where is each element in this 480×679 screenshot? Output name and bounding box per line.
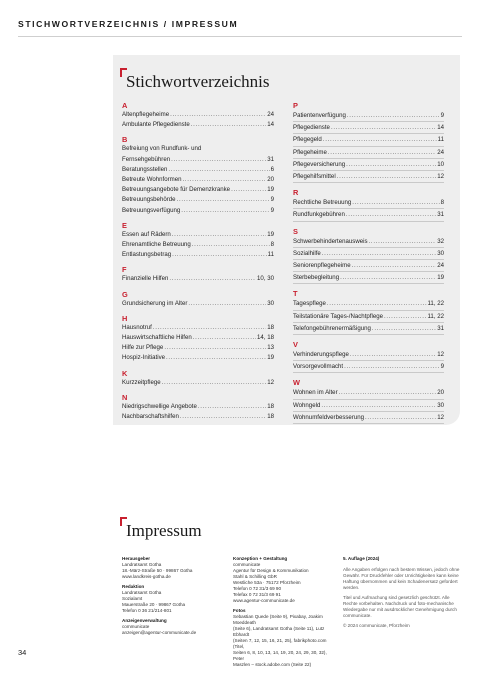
index-entry-page: 10, 30: [257, 275, 274, 283]
leader-dots: [180, 412, 266, 422]
leader-dots: [172, 230, 266, 240]
index-letter: H: [122, 313, 128, 323]
index-entry: [293, 197, 444, 209]
impressum-label: Konzeption + Gestaltung: [233, 556, 288, 561]
index-entry-label: Pflegehilfsmittel: [293, 173, 336, 181]
leader-dots: [169, 274, 256, 284]
index-entry: [293, 323, 444, 335]
index-entry: [122, 185, 274, 195]
index-entry-page: 11: [437, 136, 444, 144]
index-entry-page: 31: [267, 155, 274, 163]
index-letter: S: [293, 226, 298, 236]
index-entry-page: 24: [437, 262, 444, 270]
leader-dots: [369, 236, 437, 247]
index-letter: G: [122, 289, 128, 299]
index-letter: V: [293, 340, 298, 350]
leader-dots: [188, 299, 266, 309]
index-entry: [122, 333, 274, 343]
index-letter: K: [122, 368, 128, 378]
impressum-block: [233, 556, 331, 604]
impressum-line: Stahl & Schilling GbR: [233, 574, 277, 579]
impressum-line: Landratsamt Gotha: [122, 562, 162, 567]
index-entry-label: Betreuungsangebote für Demenzkranke: [122, 186, 231, 194]
index-entry-page: 13: [267, 344, 274, 352]
index-entry: [293, 236, 444, 248]
index-entry-label: Sozialhilfe: [293, 249, 321, 257]
index-entry-page: 19: [267, 354, 274, 362]
index-section: [122, 394, 274, 422]
leader-dots: [328, 147, 436, 158]
impressum-title: Impressum: [126, 521, 202, 540]
index-entry-label: Seniorenpflegeheime: [293, 262, 351, 270]
impressum-line: Telefax 0 72 31/3 69 91: [233, 592, 281, 597]
leader-dots: [323, 134, 437, 145]
index-entry-page: 11, 22: [427, 300, 444, 308]
index-entry-page: 30: [437, 249, 444, 257]
index-entry-page: 12: [267, 378, 274, 386]
copyright-notice: Titel und Aufmachung sind gesetzlich geschützt. Alle Rechte vorbehalten. Nachdruck und foto-mechanische Wiedergabe nur mit ausdrücklicher Genehmigung durch communicate.: [343, 595, 457, 618]
leader-dots: [164, 343, 266, 353]
index-entry: [122, 195, 274, 205]
index-entry-label: Ehrenamtliche Betreuung: [122, 241, 191, 249]
index-section: [293, 228, 444, 285]
index-entry: [293, 147, 444, 159]
index-entry-page: 9: [440, 363, 444, 371]
index-entry-label: Sterbebegleitung: [293, 274, 340, 282]
index-entry-page: 9: [440, 112, 444, 119]
index-entry-label: Pflegeheime: [293, 148, 327, 156]
index-entry-label: Rundfunkgebühren: [293, 211, 345, 219]
leader-dots: [322, 248, 436, 259]
impressum-label: Anzeigenverwaltung: [122, 618, 167, 623]
index-entry: [122, 343, 274, 353]
index-entry-page: 20: [267, 176, 274, 184]
leader-dots: [347, 110, 440, 121]
index-entry-label: Betreute Wohnformen: [122, 176, 182, 184]
index-section: [122, 102, 274, 130]
index-entry-label: Essen auf Rädern: [122, 230, 171, 238]
impressum-line: (Seiten 7, 12, 15, 16, 21, 25), fabrikphoto.com (Titel,: [233, 638, 327, 649]
leader-dots: [172, 250, 267, 260]
impressum-line: anzeigen@agentur-communicate.de: [122, 630, 197, 635]
index-entry: [122, 240, 274, 250]
index-entry-label: Rechtliche Betreuung: [293, 199, 352, 207]
index-entry-label: Schwerbehindertenausweis: [293, 237, 368, 245]
index-entry: [293, 209, 444, 221]
index-title: Stichwortverzeichnis: [126, 72, 270, 91]
index-entry-label: Betreuungsbehörde: [122, 196, 176, 204]
index-entry-page: 30: [267, 299, 274, 307]
impressum-label: Herausgeber: [122, 556, 151, 561]
index-section: [293, 290, 444, 335]
index-entry: [293, 361, 444, 373]
leader-dots: [198, 402, 266, 412]
header-divider: [18, 36, 462, 37]
index-section: [122, 315, 274, 364]
index-entry-page: 19: [267, 230, 274, 238]
index-entry-page: 9: [270, 196, 274, 204]
index-entry-page: 30: [437, 401, 444, 409]
index-entry-page: 14: [267, 121, 274, 129]
index-section: [293, 379, 444, 424]
index-entry: [122, 120, 274, 130]
impressum-line: Sozialamt: [122, 596, 143, 601]
index-entry-page: 9: [270, 206, 274, 214]
leader-dots: [352, 260, 437, 271]
index-letter: A: [122, 101, 128, 110]
index-entry: [122, 353, 274, 363]
impressum-block: [122, 584, 222, 614]
leader-dots: [231, 185, 266, 195]
impressum-label: Redaktion: [122, 584, 145, 589]
index-entry-label: Hauswirtschaftliche Hilfen: [122, 334, 192, 342]
impressum-line: www.landkreis-gotha.de: [122, 574, 171, 579]
index-entry: [293, 400, 444, 412]
impressum-line: 18.-März-Straße 50 · 99867 Gotha: [122, 568, 193, 573]
index-column-left: [122, 102, 274, 428]
index-entry: [122, 323, 274, 333]
index-entry-label: Wohnumfeldverbesserung: [293, 413, 365, 421]
index-entry-page: 11: [267, 251, 274, 259]
leader-dots: [337, 171, 437, 182]
impressum-block: [122, 556, 222, 580]
leader-dots: [372, 323, 436, 334]
leader-dots: [153, 323, 266, 333]
impressum-column-3: [343, 556, 462, 633]
index-entry: [122, 299, 274, 309]
index-letter: N: [122, 392, 128, 402]
index-entry-page: 19: [267, 186, 274, 194]
index-section: [293, 102, 444, 183]
index-section: [293, 341, 444, 373]
index-entry-label: Grundsicherung im Alter: [122, 299, 188, 307]
index-section: [122, 136, 274, 215]
index-letter: F: [122, 265, 127, 275]
impressum-line: Telefon 0 72 31/3 69 90: [233, 586, 282, 591]
index-entry-page: 18: [267, 323, 274, 331]
index-entry-label: Pflegegeld: [293, 136, 322, 144]
index-letter: W: [293, 378, 300, 388]
index-entry: [122, 230, 274, 240]
index-entry-page: 24: [437, 148, 444, 156]
impressum-column-1: [122, 556, 222, 640]
leader-dots: [321, 400, 436, 411]
index-entry-page: 31: [437, 211, 444, 219]
index-entry: [122, 250, 274, 260]
index-entry: [122, 274, 274, 284]
index-entry-label: Beratungsstellen: [122, 165, 168, 173]
index-entry-label: Pflegeversicherung: [293, 160, 346, 168]
leader-dots: [340, 272, 436, 283]
copyright-line: © 2024 communicate, Pforzheim: [343, 623, 410, 628]
leader-dots: [177, 195, 270, 205]
impressum-column-2: [233, 556, 331, 672]
index-entry-page: 20: [437, 389, 444, 397]
index-entry-label: Entlastungsbetrag: [122, 251, 172, 259]
index-entry-label: Hilfe zur Pflege: [122, 344, 164, 352]
index-entry-label: Nachbarschaftshilfen: [122, 413, 179, 421]
index-entry-label: Teilstationäre Tages-/Nachtpflege: [293, 312, 383, 320]
index-entry-page: 14: [437, 124, 444, 132]
index-entry-label: Telefongebührenermäßigung: [293, 324, 371, 332]
index-entry: [293, 159, 444, 171]
index-entry-label: Hausnotruf: [122, 323, 152, 331]
index-entry-page: 24: [267, 111, 274, 118]
index-letter: B: [122, 135, 128, 145]
index-letter: T: [293, 289, 298, 299]
index-entry: [293, 248, 444, 260]
leader-dots: [193, 333, 256, 343]
index-entry: [293, 349, 444, 361]
index-entry: [293, 412, 444, 424]
index-entry: [293, 122, 444, 134]
impressum-line: (Seite 6), Landratsamt Gotha (Seite 11), Lutz Ebhardt: [233, 626, 325, 637]
index-entry-label: Verhinderungspflege: [293, 351, 349, 359]
impressum-block: [122, 618, 222, 636]
impressum-line: Landratsamt Gotha: [122, 590, 162, 595]
index-section: [122, 222, 274, 261]
leader-dots: [183, 175, 267, 185]
index-entry-label: Pflegedienste: [293, 124, 330, 132]
index-entry-page: 12: [437, 413, 444, 421]
index-letter: E: [122, 220, 127, 230]
index-entry-page: 6: [270, 165, 274, 173]
index-section: [122, 370, 274, 388]
index-entry-label: Vorsorgevollmacht: [293, 363, 344, 371]
edition-label: 5. Auflage (2024): [343, 556, 380, 561]
index-entry: [293, 171, 444, 183]
index-entry: [122, 110, 274, 120]
index-section: [122, 291, 274, 309]
index-entry-label: Patientenverfügung: [293, 112, 346, 119]
index-entry-page: 12: [437, 173, 444, 181]
index-entry-page: 14, 18: [257, 334, 274, 342]
index-entry-label: Befreiung von Rundfunk- und: [122, 145, 202, 153]
index-entry-label: Ambulante Pflegedienste: [122, 121, 190, 129]
impressum-line: Maszlen – stock.adobe.com (Seite 22): [233, 662, 312, 667]
index-entry-label: Wohngeld: [293, 401, 321, 409]
leader-dots: [171, 155, 266, 165]
impressum-line: Seiten 6, 8, 10, 13, 14, 19, 20, 24, 29, 30, 32), Peter: [233, 650, 327, 661]
leader-dots: [365, 412, 436, 423]
index-entry: [293, 134, 444, 146]
index-entry-page: 18: [267, 402, 274, 410]
impressum-line: Mauerstraße 20 · 99867 Gotha: [122, 602, 186, 607]
leader-dots: [331, 122, 436, 133]
impressum-line: Telefon 0 36 21/214-801: [122, 608, 172, 613]
leader-dots: [344, 361, 439, 372]
page-number: 34: [18, 648, 27, 657]
index-entry-label: Wohnen im Alter: [293, 389, 338, 397]
index-letter: P: [293, 101, 298, 110]
leader-dots: [168, 165, 269, 175]
index-entry-label: Niedrigschwellige Angebote: [122, 402, 197, 410]
index-entry-page: 12: [437, 351, 444, 359]
index-entry: [122, 412, 274, 422]
index-entry: [293, 110, 444, 122]
leader-dots: [339, 387, 437, 398]
index-entry-page: 31: [437, 324, 444, 332]
impressum-line: communicate: [233, 562, 261, 567]
index-column-right: [293, 102, 444, 430]
index-section: [122, 266, 274, 284]
index-entry-page: 8: [270, 241, 274, 249]
index-entry-label: Altenpflegeheime: [122, 111, 170, 118]
index-entry: [293, 298, 444, 310]
leader-dots: [327, 298, 427, 309]
leader-dots: [181, 206, 269, 216]
leader-dots: [346, 159, 436, 170]
leader-dots: [352, 197, 439, 208]
index-entry: [293, 272, 444, 284]
impressum-line: Agentur für Design & Kommunikation: [233, 568, 309, 573]
index-entry-label: Tagespflege: [293, 300, 326, 308]
index-entry-label: Kurzzeitpflege: [122, 378, 161, 386]
index-entry: [122, 175, 274, 185]
index-entry-page: 10: [437, 160, 444, 168]
leader-dots: [192, 240, 270, 250]
impressum-line: Westliche 53a · 75172 Pforzheim: [233, 580, 301, 585]
leader-dots: [384, 311, 427, 322]
impressum-block: [233, 608, 331, 668]
index-entry-page: 18: [267, 413, 274, 421]
index-entry-label: Fernsehgebühren: [122, 155, 171, 163]
impressum-line: Sebastian Quede (Seite 9), Pixabay, Joakim Moeddeath: [233, 614, 323, 625]
leader-dots: [170, 110, 266, 120]
index-entry-label: Betreuungsverfügung: [122, 206, 181, 214]
index-entry: [122, 155, 274, 165]
index-section: [293, 189, 444, 221]
leader-dots: [191, 120, 266, 130]
index-entry: [293, 387, 444, 399]
index-entry: [122, 402, 274, 412]
index-entry-page: 32: [437, 237, 444, 245]
index-entry: [122, 165, 274, 175]
index-entry: [122, 378, 274, 388]
index-entry-page: 19: [437, 274, 444, 282]
leader-dots: [350, 349, 436, 360]
leader-dots: [346, 209, 436, 220]
impressum-label: Fotos: [233, 608, 246, 613]
disclaimer-text: Alle Angaben erfolgen nach bestem Wissen, jedoch ohne Gewähr. Für Druckfehler oder Unrichtigkeiten kann keine Haftung übernommen und kein Schadenersatz gefordert werden.: [343, 567, 460, 590]
leader-dots: [162, 378, 267, 388]
index-letter: R: [293, 188, 299, 198]
index-entry: [293, 260, 444, 272]
index-entry-page: 8: [440, 199, 444, 207]
impressum-line: www.agentur-communicate.de: [233, 598, 295, 603]
index-entry: [293, 311, 444, 323]
index-entry-page: 11, 22: [427, 312, 444, 320]
index-entry-label: Hospiz-Initiative: [122, 354, 166, 362]
impressum-line: communicate: [122, 624, 150, 629]
page-header: STICHWORTVERZEICHNIS / IMPRESSUM: [18, 19, 239, 29]
leader-dots: [166, 353, 266, 363]
index-entry: [122, 206, 274, 216]
index-entry-label: Finanzielle Hilfen: [122, 275, 169, 283]
